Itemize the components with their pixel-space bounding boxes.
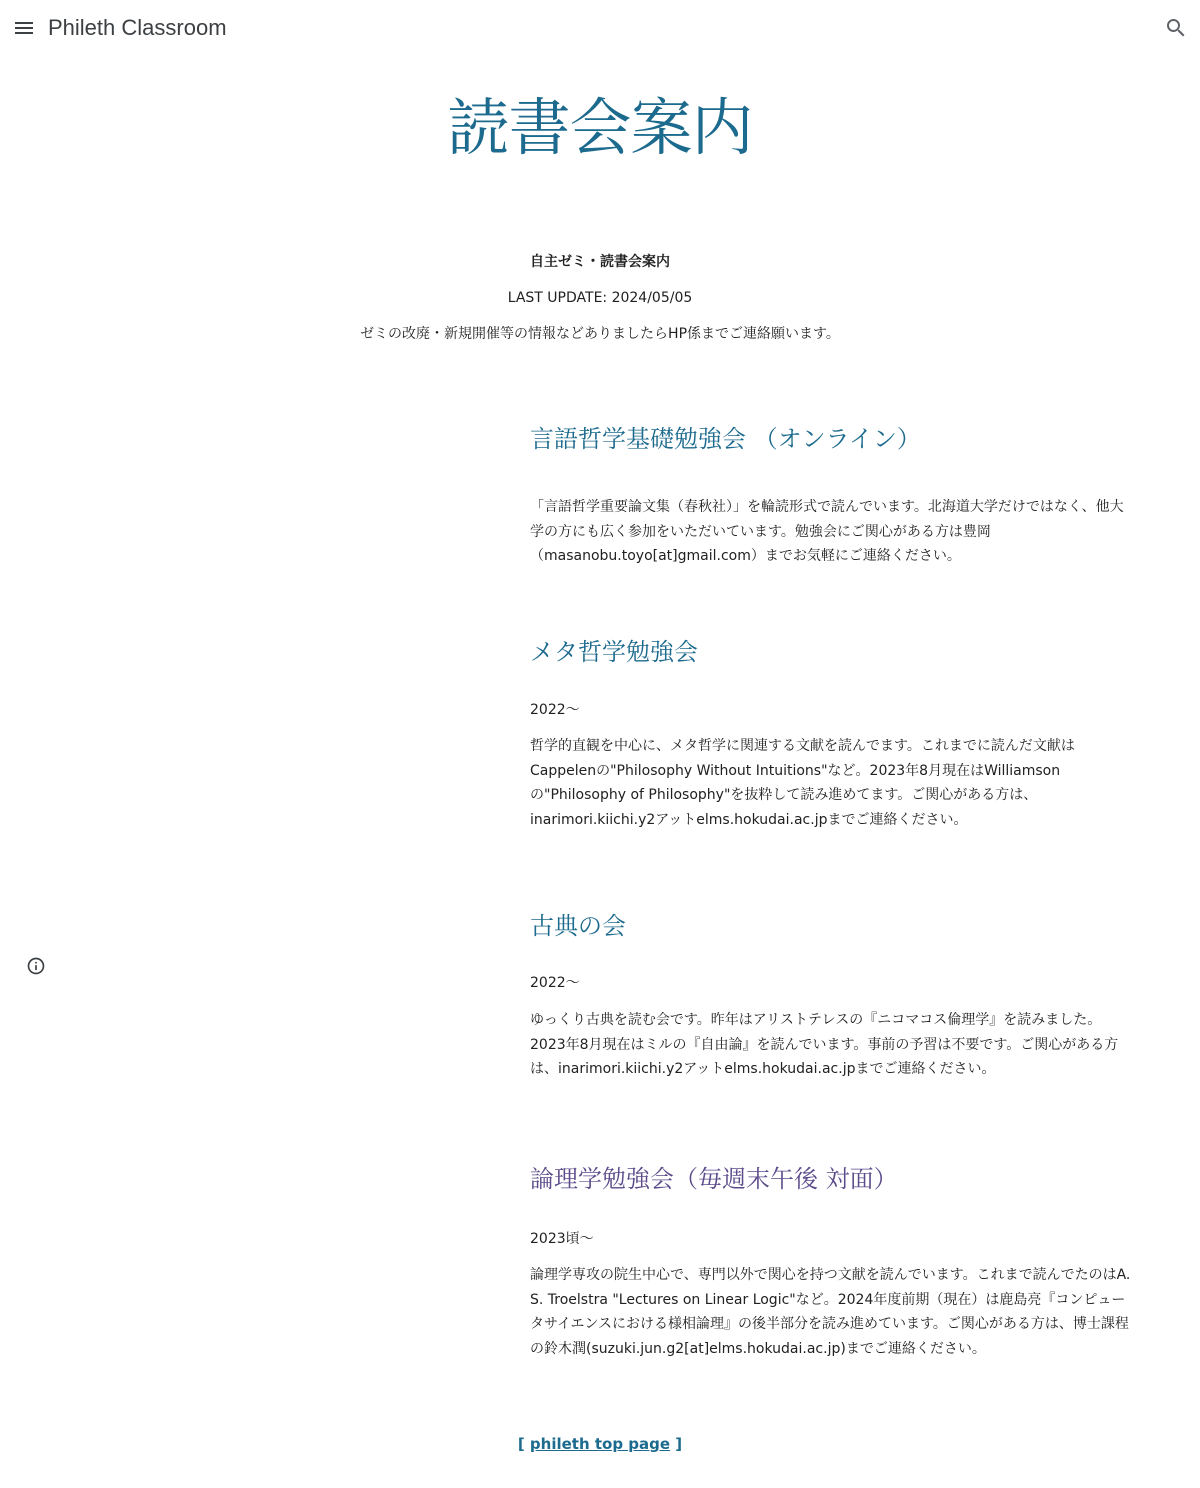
intro-block (0, 252, 1200, 360)
section-title: 古典の会 (530, 912, 626, 940)
phileth-top-page-link[interactable]: phileth top page (529, 1435, 671, 1453)
section-metaphilosophy (530, 634, 1135, 832)
site-header (0, 0, 1200, 56)
top-page-link-container (0, 1432, 1200, 1456)
section-title: メタ哲学勉強会 (530, 638, 698, 666)
intro-heading: 自主ゼミ・読書会案内 (530, 254, 670, 270)
section-since: 2022〜 (530, 975, 580, 991)
site-title[interactable]: Phileth Classroom (48, 15, 227, 40)
hamburger-menu-icon[interactable] (12, 16, 36, 40)
intro-notice: ゼミの改廃・新規開催等の情報などありましたらHP係までご連絡願います。 (360, 326, 840, 342)
section-since: 2023頃〜 (530, 1231, 594, 1247)
close-bracket: ] (670, 1435, 683, 1453)
section-description: 論理学専攻の院生中心で、専門以外で関心を持つ文献を読んでいます。これまで読んでたのはA. S. Troelstra "Lectures on Linear Logic"など。2024年度前期（現在）は鹿島亮『コンピュータサイエンスにおける様相論理』の後半部分を読み進めています。ご関心がある方は、博士課程の鈴木潤(suzuki.jun.g2[at]elms.hokudai.ac.jp)までご連絡ください。 (530, 1267, 1131, 1357)
section-since: 2022〜 (530, 702, 580, 718)
search-icon[interactable] (1164, 16, 1188, 40)
open-bracket: [ (517, 1435, 530, 1453)
section-title: 言語哲学基礎勉強会 （オンライン） (530, 425, 921, 453)
section-classics (530, 908, 1135, 1082)
section-title: 論理学勉強会（毎週末午後 対面） (530, 1165, 898, 1193)
section-language-philosophy (530, 421, 1135, 569)
last-update: LAST UPDATE: 2024/05/05 (507, 290, 693, 306)
section-logic (530, 1161, 1135, 1361)
page-title: 読書会案内 (447, 91, 753, 164)
section-description: 哲学的直観を中心に、メタ哲学に関連する文献を読んでます。これまでに読んだ文献はCappelenの"Philosophy Without Intuitions"など。2023年8月現在はWilliamsonの"Philosophy of Philosophy"を抜粋して読み進めてます。ご関心がある方は、inarimori.kiichi.y2アットelms.hokudai.ac.jpまでご連絡ください。 (530, 738, 1075, 828)
section-description: ゆっくり古典を読む会です。昨年はアリストテレスの『ニコマコス倫理学』を読みました。2023年8月現在はミルの『自由論』を読んでいます。事前の予習は不要です。ご関心がある方は、inarimori.kiichi.y2アットelms.hokudai.ac.jpまでご連絡ください。 (530, 1012, 1119, 1077)
section-description: 「言語哲学重要論文集（春秋社）」を輪読形式で読んでいます。北海道大学だけではなく、他大学の方にも広く参加をいただいています。勉強会にご関心がある方は豊岡（masanobu.toyo[at]gmail.com）までお気軽にご連絡ください。 (530, 499, 1124, 564)
info-icon[interactable] (26, 956, 46, 976)
